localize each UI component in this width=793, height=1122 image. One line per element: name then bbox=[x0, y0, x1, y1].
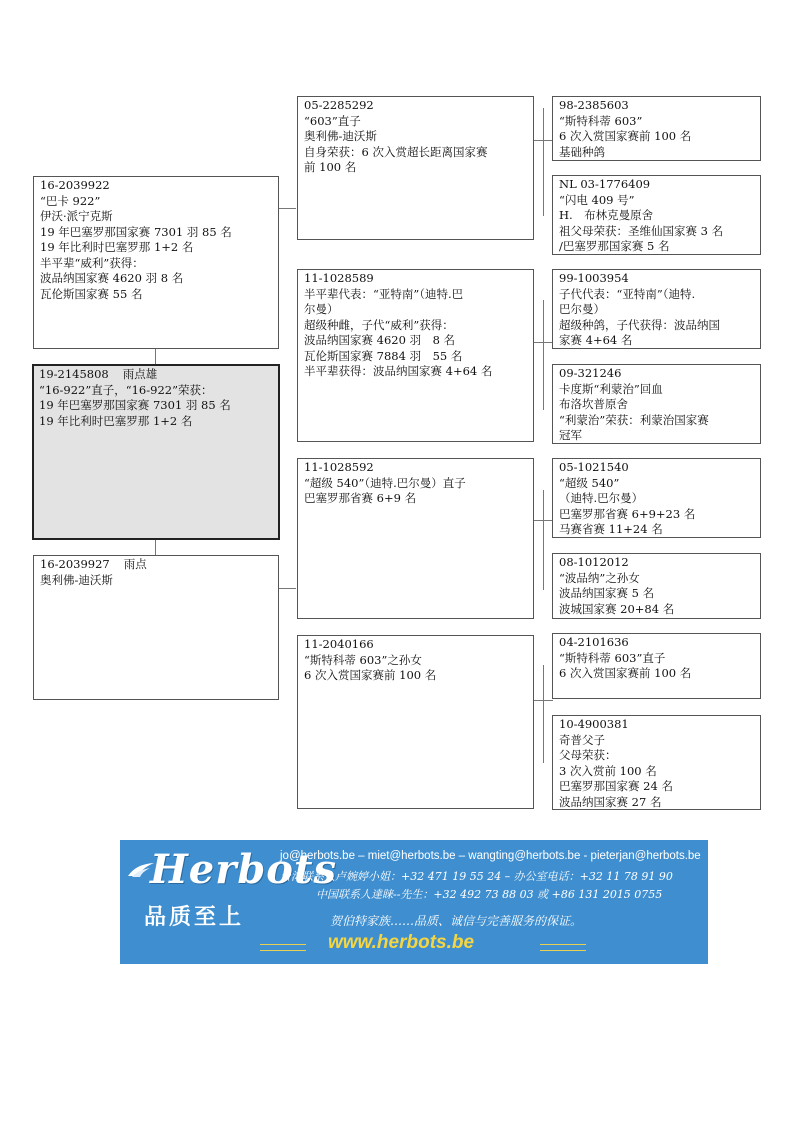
pedigree-text-line: 半平辈代表：“亚特南”（迪特.巴 bbox=[304, 286, 464, 301]
pedigree-text-line: 超级种雌，子代“威利”获得： bbox=[304, 317, 454, 332]
pedigree-text-line: 尔曼） bbox=[304, 302, 339, 316]
herbots-logo: Herbots bbox=[150, 846, 337, 893]
pedigree-text-line: 家赛 4+64 名 bbox=[559, 333, 633, 347]
pedigree-text-line: “巴卡 922” bbox=[40, 193, 101, 208]
website-link[interactable]: www.herbots.be bbox=[328, 932, 475, 953]
dam-dam-sire-box bbox=[552, 633, 761, 699]
subject-name: 雨点雄 bbox=[122, 367, 158, 381]
pedigree-text-line: 马赛省赛 11+24 名 bbox=[559, 522, 663, 536]
pedigree-text-line: H. 布林克曼原舍 bbox=[559, 208, 654, 222]
sire-sire-box bbox=[297, 96, 534, 240]
pedigree-text-line: “利蒙治”荣获：利蒙治国家赛 bbox=[559, 412, 709, 427]
dam-dam-box bbox=[297, 635, 534, 809]
pedigree-text-line: 冠军 bbox=[559, 428, 582, 442]
decorative-line-right bbox=[540, 944, 586, 951]
sire-sire-dam-box bbox=[552, 175, 761, 255]
connector bbox=[543, 490, 544, 590]
pedigree-text-line: NL 03-1776409 bbox=[559, 177, 651, 191]
pedigree-text-line: “603”直子 bbox=[304, 113, 361, 128]
pedigree-text-line: 奥利佛-迪沃斯 bbox=[304, 129, 377, 143]
pedigree-text-line: “超级 540”（迪特.巴尔曼）直子 bbox=[304, 475, 466, 490]
connector bbox=[155, 539, 156, 555]
pedigree-text-line: 04-2101636 bbox=[559, 635, 629, 649]
pedigree-text-line: 子代代表：“亚特南”（迪特. bbox=[559, 286, 696, 301]
connector bbox=[278, 588, 296, 589]
subject-box bbox=[32, 364, 280, 540]
pedigree-text-line: 98-2385603 bbox=[559, 98, 629, 112]
pedigree-text-line: 半平辈“威利”获得： bbox=[40, 255, 144, 270]
pedigree-text-line: 05-2285292 bbox=[304, 98, 374, 112]
pedigree-text-line: 6 次入赏国家赛前 100 名 bbox=[304, 668, 437, 682]
pedigree-text-line: 08-1012012 bbox=[559, 555, 629, 569]
pedigree-text-line: 波品纳国家赛 4620 羽 8 名 bbox=[304, 333, 456, 347]
sire-box bbox=[33, 176, 279, 349]
pedigree-text-line: 伊沃·派宁克斯 bbox=[40, 209, 113, 223]
pedigree-text-line: 10-4900381 bbox=[559, 717, 629, 731]
banner-phone-taiwan: 台湾联系人卢婉婷小姐：+32 471 19 55 24 – 办公室电话：+32 11 78 91 90 bbox=[280, 870, 673, 883]
pedigree-text-line: 巴塞罗那省赛 6+9+23 名 bbox=[559, 506, 696, 521]
pedigree-text-line: 祖父母荣获：圣维仙国家赛 3 名 bbox=[559, 223, 724, 238]
pedigree-text-line: 6 次入赏国家赛前 100 名 bbox=[559, 129, 692, 143]
pedigree-text-line: 3 次入赏前 100 名 bbox=[559, 763, 657, 778]
connector bbox=[543, 300, 544, 410]
pedigree-text-line: 19 年巴塞罗那国家赛 7301 羽 85 名 bbox=[40, 224, 232, 239]
pedigree-text-line: 巴塞罗那国家赛 24 名 bbox=[559, 779, 673, 793]
banner-tagline: 品质至上 bbox=[144, 905, 245, 930]
pedigree-text-line: 波品纳国家赛 5 名 bbox=[559, 586, 655, 600]
pedigree-text-line: “超级 540” bbox=[559, 475, 620, 490]
banner-slogan: 贺伯特家族……品质、诚信与完善服务的保证。 bbox=[330, 914, 583, 928]
pedigree-text-line: 瓦伦斯国家赛 7884 羽 55 名 bbox=[304, 348, 463, 363]
pedigree-text-line: 超级种鸽，子代获得：波品纳国 bbox=[559, 317, 720, 332]
pedigree-text-line: 布洛坎普原舍 bbox=[559, 397, 628, 411]
dam-sire-sire-box bbox=[552, 458, 761, 538]
pedigree-text-line: 自身荣获：6 次入赏超长距离国家赛 bbox=[304, 144, 488, 159]
pedigree-text-line: 奥利佛-迪沃斯 bbox=[40, 572, 113, 587]
pedigree-text-line: 11-1028592 bbox=[304, 460, 374, 474]
pedigree-text-line: 11-2040166 bbox=[304, 637, 374, 651]
pedigree-text-line: “波品纳”之孙女 bbox=[559, 570, 640, 585]
sire-dam-box bbox=[297, 269, 534, 442]
pedigree-text-line: 19 年比利时巴塞罗那 1+2 名 bbox=[40, 240, 194, 254]
pedigree-text-line: 波城国家赛 20+84 名 bbox=[559, 601, 675, 616]
pedigree-text-line: 前 100 名 bbox=[304, 160, 357, 174]
pedigree-text-line: 19 年比利时巴塞罗那 1+2 名 bbox=[39, 413, 193, 428]
pedigree-text-line: 16-2039922 bbox=[40, 178, 110, 192]
pedigree-text-line: “斯特科蒂 603”直子 bbox=[559, 650, 666, 665]
pedigree-text-line: 奇普父子 bbox=[559, 732, 605, 747]
sire-sire-sire-box bbox=[552, 96, 761, 161]
sire-dam-sire-box bbox=[552, 269, 761, 349]
pedigree-text-line: 父母荣获： bbox=[559, 748, 617, 762]
pedigree-text-line: 巴尔曼） bbox=[559, 302, 605, 316]
pedigree-text-line: 巴塞罗那省赛 6+9 名 bbox=[304, 491, 417, 505]
pedigree-text-line: 09-321246 bbox=[559, 366, 622, 380]
subject-ring-number: 19-2145808 bbox=[39, 367, 109, 381]
pedigree-text-line: 半平辈获得：波品纳国家赛 4+64 名 bbox=[304, 364, 493, 378]
dam-name: 雨点 bbox=[123, 557, 147, 571]
pedigree-text-line: 波品纳国家赛 4620 羽 8 名 bbox=[40, 271, 184, 285]
pedigree-text-line: （迪特.巴尔曼） bbox=[559, 491, 644, 505]
decorative-line-left bbox=[260, 944, 306, 951]
pedigree-text-line: 99-1003954 bbox=[559, 271, 629, 285]
herbots-banner bbox=[120, 840, 708, 964]
pedigree-text-line: “闪电 409 号” bbox=[559, 192, 635, 207]
dam-box bbox=[33, 555, 279, 700]
pedigree-text-line: 基础种鸽 bbox=[559, 144, 605, 159]
pedigree-text-line: 05-1021540 bbox=[559, 460, 629, 474]
pedigree-text-line: 6 次入赏国家赛前 100 名 bbox=[559, 666, 692, 680]
pedigree-text-line: 19 年巴塞罗那国家赛 7301 羽 85 名 bbox=[39, 398, 231, 412]
connector bbox=[543, 665, 544, 763]
pedigree-text-line: /巴塞罗那国家赛 5 名 bbox=[559, 239, 670, 253]
dam-sire-box bbox=[297, 458, 534, 619]
dam-dam-dam-box bbox=[552, 715, 761, 810]
banner-phone-china: 中国联系人達睐--先生：+32 492 73 88 03 或 +86 131 2015 0755 bbox=[316, 888, 663, 901]
sire-dam-dam-box bbox=[552, 364, 761, 444]
connector bbox=[278, 208, 296, 209]
pedigree-text-line: “16-922”直子，“16-922”荣获： bbox=[39, 382, 213, 397]
pedigree-text-line: 瓦伦斯国家赛 55 名 bbox=[40, 286, 143, 301]
pedigree-text-line: 波品纳国家赛 27 名 bbox=[559, 794, 662, 809]
pedigree-text-line: 卡度斯“利蒙治”回血 bbox=[559, 381, 663, 396]
dam-sire-dam-box bbox=[552, 553, 761, 619]
connector bbox=[543, 108, 544, 216]
dam-ring-number: 16-2039927 bbox=[40, 557, 110, 571]
pedigree-text-line: “斯特科蒂 603”之孙女 bbox=[304, 652, 422, 667]
banner-emails: jo@herbots.be – miet@herbots.be – wangting@herbots.be - pieterjan@herbots.be bbox=[280, 850, 701, 862]
pedigree-text-line: “斯特科蒂 603” bbox=[559, 113, 643, 128]
pedigree-text-line: 11-1028589 bbox=[304, 271, 374, 285]
connector bbox=[155, 348, 156, 365]
